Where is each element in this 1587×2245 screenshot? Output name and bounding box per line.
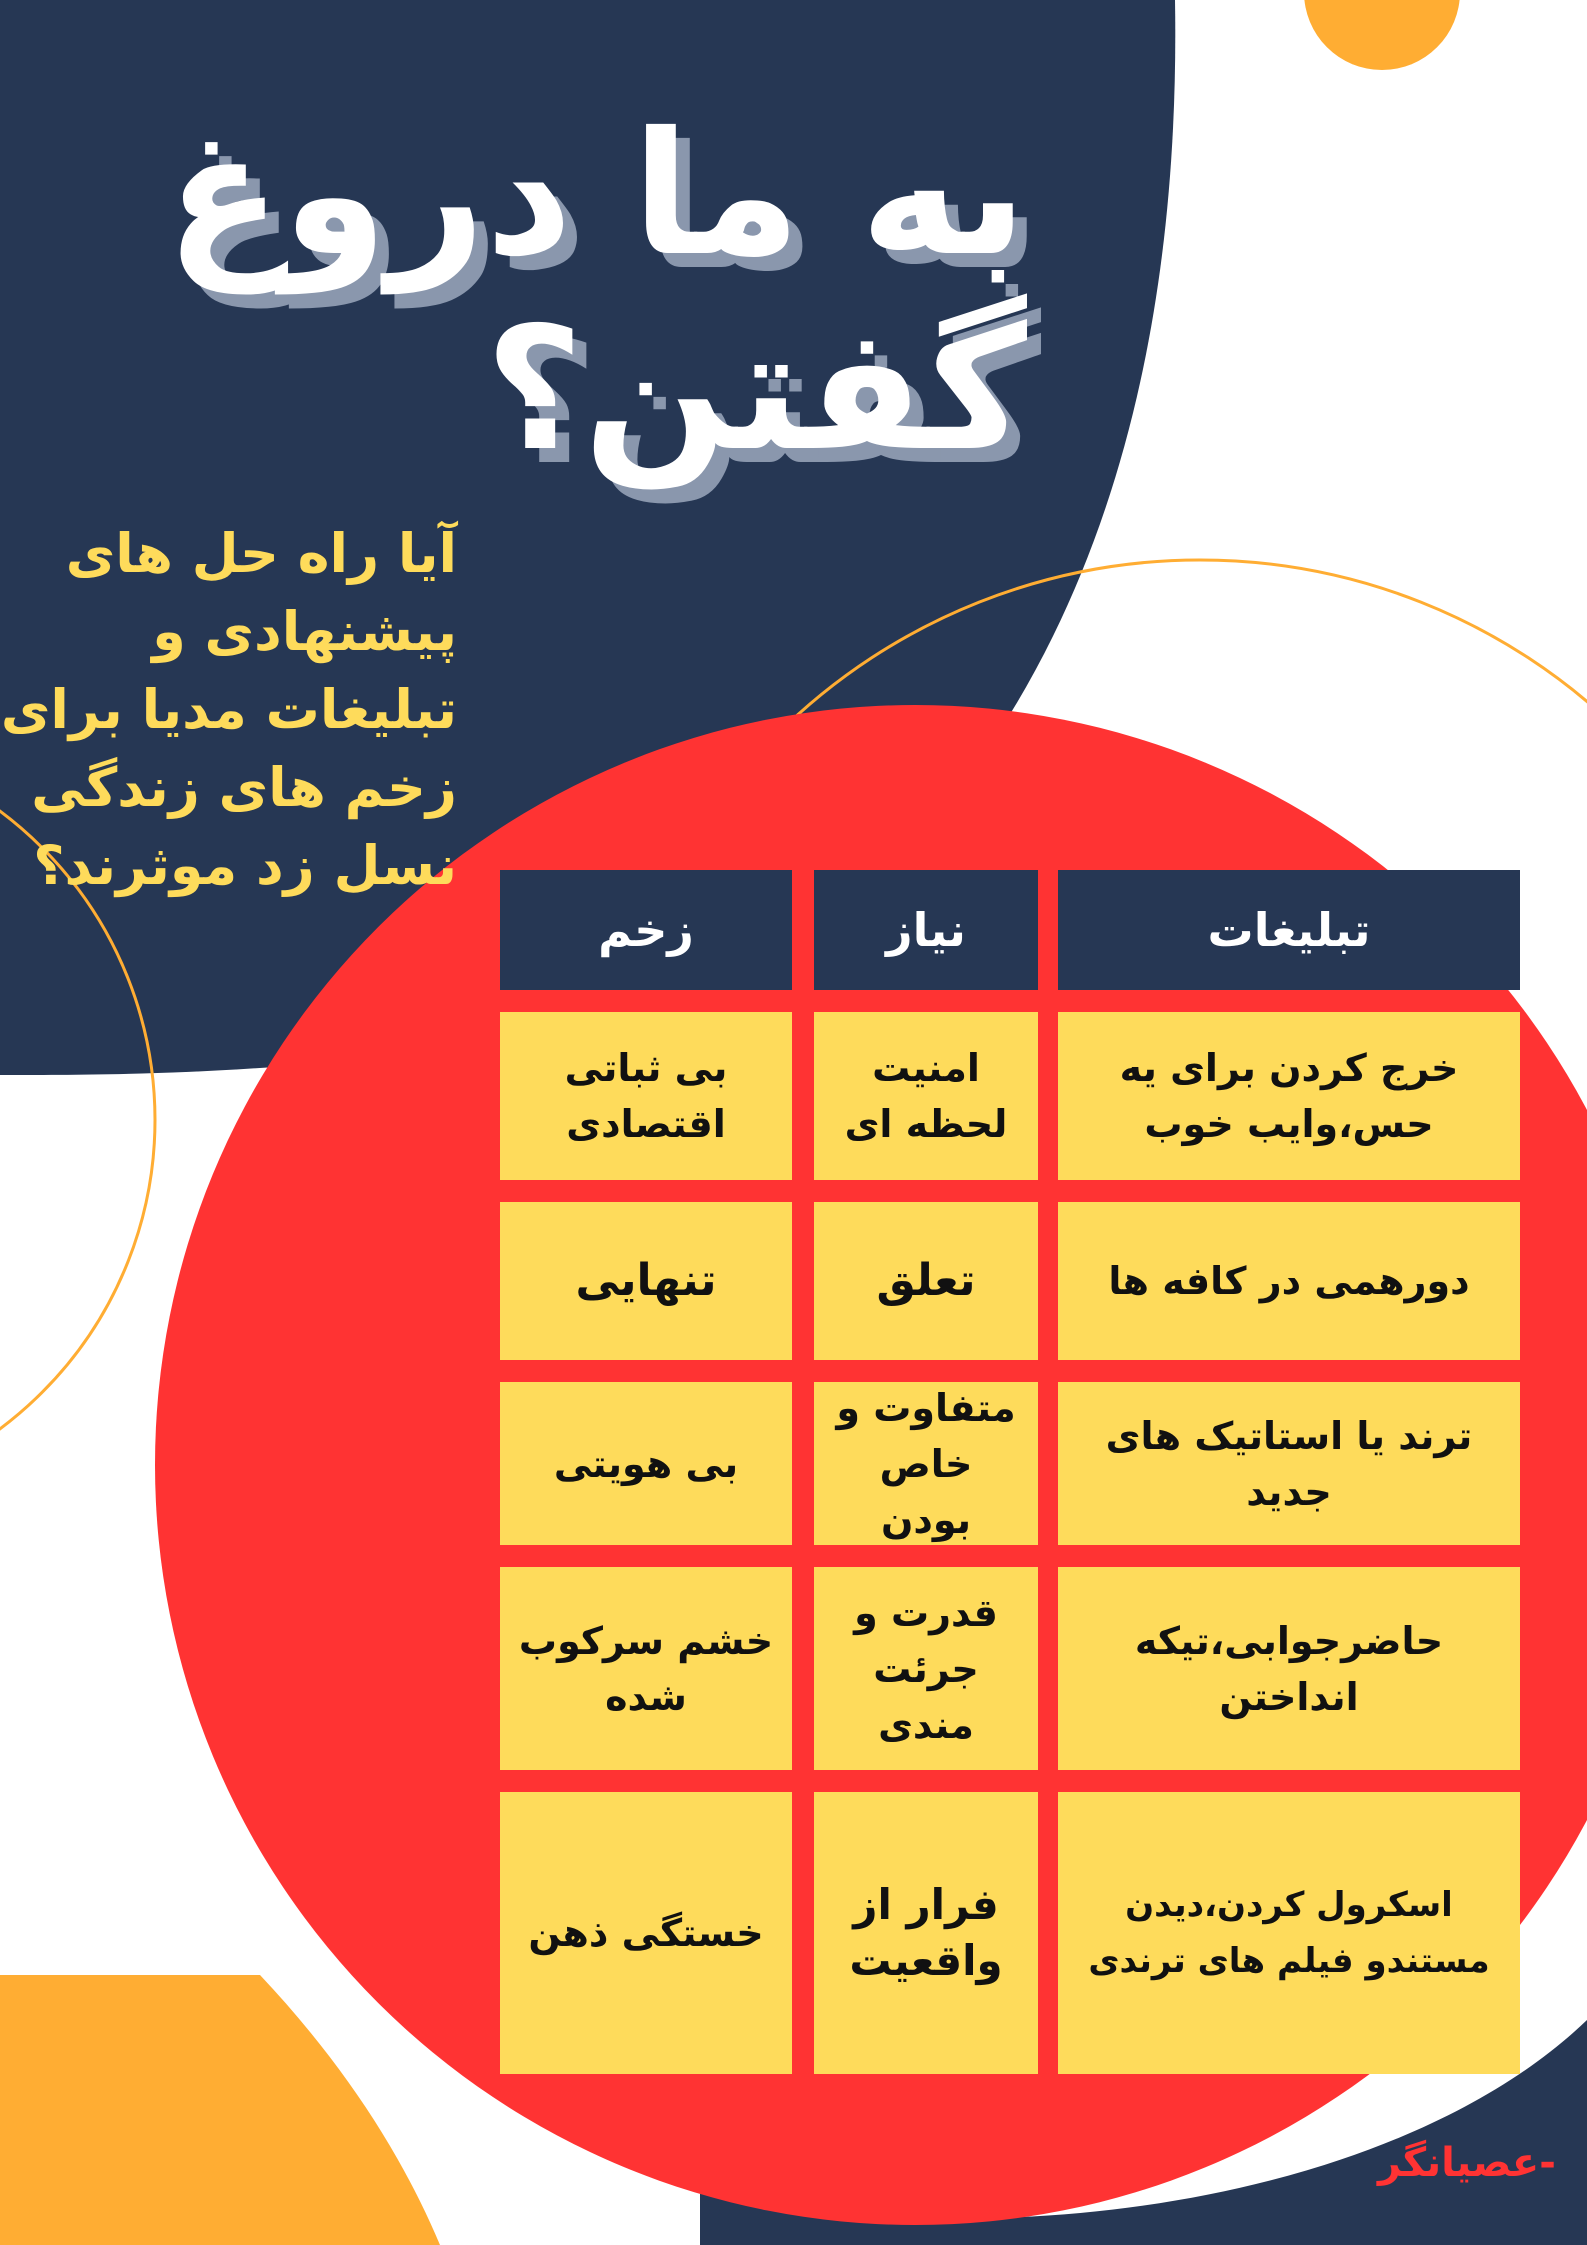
orange-circle-top xyxy=(1304,0,1460,70)
table-cell: متفاوت و خاص بودن xyxy=(814,1382,1038,1545)
table-cell: بی ثباتی اقتصادی xyxy=(500,1012,792,1180)
table-cell: ترند یا استاتیک های جدید xyxy=(1058,1382,1520,1545)
table-cell: دورهمی در کافه ها xyxy=(1058,1202,1520,1360)
table-cell: امنیت لحظه ای xyxy=(814,1012,1038,1180)
table-cell: خشم سرکوب شده xyxy=(500,1567,792,1770)
header-wound: زخم xyxy=(500,870,792,990)
table-cell: بی هویتی xyxy=(500,1382,792,1545)
table-cell: خرج کردن برای یه حس،وایب خوب xyxy=(1058,1012,1520,1180)
table-cell: خستگی ذهن xyxy=(500,1792,792,2074)
orange-block-bottom xyxy=(0,1975,440,2245)
header-ads: تبلیغات xyxy=(1058,870,1520,990)
subtitle-line: تبلیغات مدیا برای xyxy=(0,678,457,741)
title-line-2: گفتن؟ xyxy=(484,291,1027,489)
header-need: نیاز xyxy=(814,870,1038,990)
subtitle-line: زخم های زندگی xyxy=(31,756,457,819)
author-signature: -عصیانگر xyxy=(1378,2140,1556,2186)
table-cell: حاضرجوابی،تیکه انداختن xyxy=(1058,1567,1520,1770)
subtitle-line: نسل زد موثرند؟ xyxy=(33,834,457,897)
title-line-1: به ما دروغ xyxy=(165,96,1027,294)
subtitle xyxy=(0,515,457,905)
subtitle-line: پیشنهادی و xyxy=(152,600,457,663)
table-cell: اسکرول کردن،دیدن مستندو فیلم های ترندی xyxy=(1058,1792,1520,2074)
table-cell: تعلق xyxy=(814,1202,1038,1360)
table-cell: فرار از واقعیت xyxy=(814,1792,1038,2074)
comparison-table xyxy=(498,870,1522,2075)
table-cell: قدرت و جرئت مندی xyxy=(814,1567,1038,1770)
table-cell: تنهایی xyxy=(500,1202,792,1360)
subtitle-line: آیا راه حل های xyxy=(65,522,457,585)
